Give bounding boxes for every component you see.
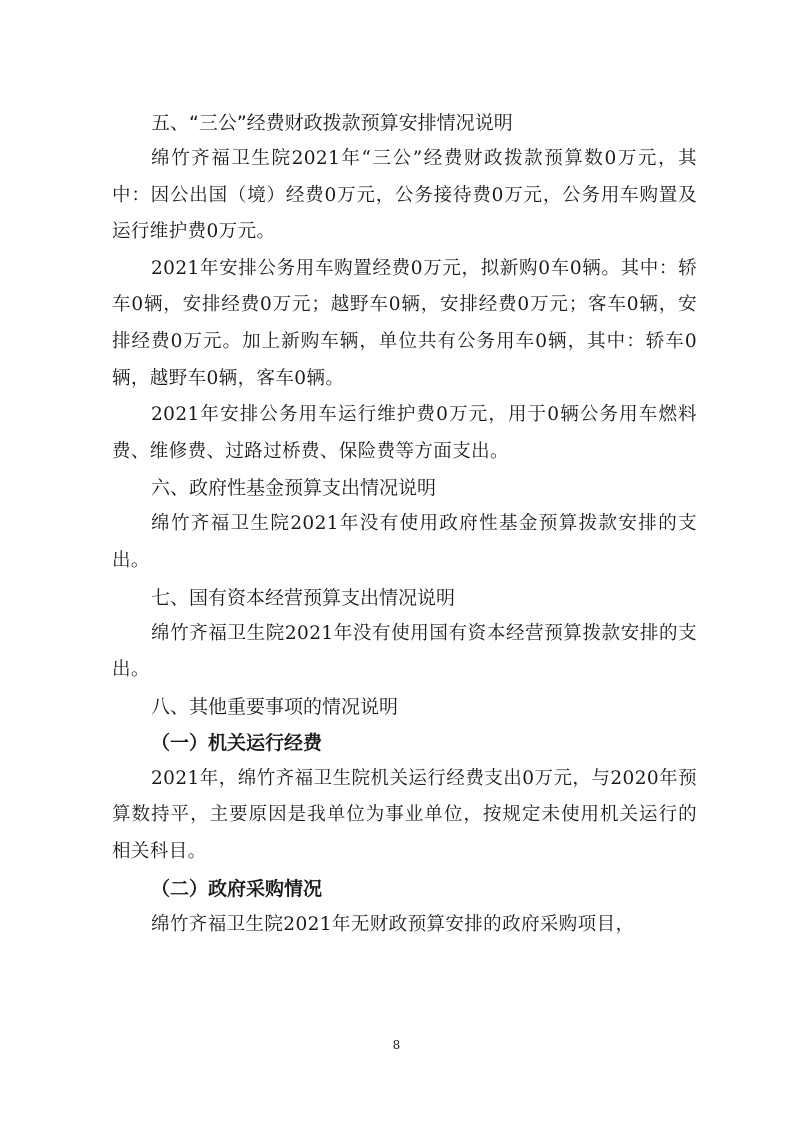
section-seven-heading: 七、国有资本经营预算支出情况说明 bbox=[151, 586, 456, 609]
section-five-para-2: 2021年安排公务用车购置经费0万元，拟新购0车0辆。其中：轿车0辆，安排经费0万元；越野车0辆，安排经费0万元；客车0辆，安排经费0万元。加上新购车辆，单位共有公务用车0辆，其中：轿车0辆，越野车0辆，客车0辆。 bbox=[112, 257, 697, 389]
section-six-heading: 六、政府性基金预算支出情况说明 bbox=[151, 477, 437, 500]
subsection-one-para: 2021年，绵竹齐福卫生院机关运行经费支出0万元，与2020年预算数持平，主要原因是我单位为事业单位，按规定未使用机关运行的相关科目。 bbox=[112, 767, 697, 862]
section-eight-heading: 八、其他重要事项的情况说明 bbox=[151, 695, 399, 718]
subsection-two-heading: （二）政府采购情况 bbox=[151, 877, 323, 900]
page-number: 8 bbox=[392, 1038, 401, 1052]
section-five-para-1: 绵竹齐福卫生院2021年“三公”经费财政拨款预算数0万元，其中：因公出国（境）经费0万元，公务接待费0万元，公务用车购置及运行维护费0万元。 bbox=[112, 148, 697, 243]
subsection-one-heading: （一）机关运行经费 bbox=[151, 731, 323, 754]
section-five-para-3: 2021年安排公务用车运行维护费0万元，用于0辆公务用车燃料费、维修费、过路过桥费、保险费等方面支出。 bbox=[112, 404, 697, 462]
section-five-heading: 五、“三公”经费财政拨款预算安排情况说明 bbox=[151, 112, 513, 134]
section-seven-para: 绵竹齐福卫生院2021年没有使用国有资本经营预算拨款安排的支出。 bbox=[112, 622, 697, 681]
subsection-two-para: 绵竹齐福卫生院2021年无财政预算安排的政府采购项目， bbox=[151, 913, 635, 935]
section-six-para: 绵竹齐福卫生院2021年没有使用政府性基金预算拨款安排的支出。 bbox=[112, 513, 697, 571]
document-body bbox=[112, 105, 697, 943]
